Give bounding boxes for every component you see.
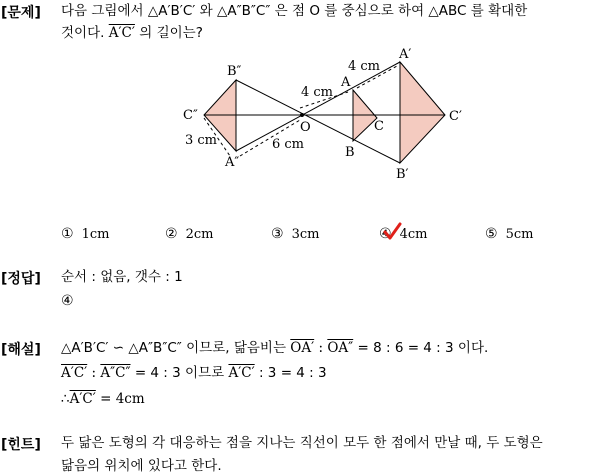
- answer-line-2: ④: [61, 293, 74, 309]
- explanation-line-3: [61, 390, 145, 408]
- option-4-number: ④: [379, 226, 392, 242]
- option-5-number: ⑤: [485, 226, 498, 242]
- label-a2: A″: [225, 155, 240, 170]
- segment-a2c2: A″C″: [100, 365, 131, 381]
- center-point: [300, 113, 304, 117]
- hint-tag: [힌트]: [1, 437, 41, 453]
- problem-line-1: 다음 그림에서 △A′B′C′ 와 △A″B″C″ 은 점 O 를 중심으로 하여 △ABC 를 확대한: [61, 3, 528, 19]
- hint-line-1: 두 닮은 도형의 각 대응하는 점을 지나는 직선이 모두 한 점에서 만날 때, 두 도형은: [61, 435, 543, 451]
- option-4-value: 4cm: [399, 227, 428, 242]
- problem-line-2-tail: 의 길이는?: [139, 25, 203, 41]
- explanation-line-2-text: = 4 : 3 이므로: [134, 365, 225, 381]
- label-b2: B″: [227, 64, 242, 79]
- answer-line-1: 순서 : 없음, 갯수 : 1: [61, 269, 183, 285]
- answer-tag: [정답]: [1, 271, 41, 287]
- label-c: C: [374, 119, 384, 134]
- option-3-value: 3cm: [291, 227, 320, 242]
- label-a1: A′: [399, 47, 412, 62]
- option-2-value: 2cm: [185, 227, 214, 242]
- length-6cm: 6 cm: [272, 137, 305, 152]
- option-1-number: ①: [61, 226, 74, 242]
- explanation-line-1-tail: = 8 : 6 = 4 : 3 이다.: [357, 340, 489, 356]
- option-2[interactable]: [165, 226, 213, 242]
- explanation-line-1: [61, 339, 488, 357]
- problem-line-2-text: 것이다.: [61, 25, 105, 41]
- segment-oa2: OA″: [327, 340, 354, 356]
- option-5-value: 5cm: [505, 227, 534, 242]
- explanation-tag: [해설]: [1, 342, 41, 358]
- option-1[interactable]: [61, 226, 109, 242]
- segment-a1c1: A′C′: [108, 25, 135, 41]
- length-3cm: 3 cm: [185, 133, 218, 148]
- big-triangle-fill: [400, 62, 445, 163]
- label-b: B: [345, 145, 355, 160]
- segment-a1c1-eq: A′C′: [228, 365, 255, 381]
- explanation-line-1-text: △A′B′C′ ∽ △A″B″C″ 이므로, 닮음비는: [61, 340, 286, 356]
- segment-oa1: OA′: [290, 340, 315, 356]
- problem-tag: [문제]: [1, 5, 41, 21]
- length-4cm-left: 4 cm: [301, 85, 334, 100]
- label-c1: C′: [449, 109, 462, 124]
- label-a: A: [341, 75, 351, 90]
- colon-2: :: [87, 365, 101, 381]
- label-b1: B′: [396, 167, 409, 182]
- label-o: O: [300, 120, 311, 135]
- option-3-number: ③: [271, 226, 284, 242]
- option-3[interactable]: [271, 226, 319, 242]
- segment-a1c1-ratio: A′C′: [61, 365, 88, 381]
- therefore-symbol: ∴: [61, 391, 70, 407]
- segment-a1c1-result: A′C′: [69, 391, 96, 407]
- option-2-number: ②: [165, 226, 178, 242]
- option-4[interactable]: [379, 226, 427, 242]
- colon-1: :: [314, 340, 328, 356]
- hint-line-2: 닮음의 위치에 있다고 한다.: [61, 458, 222, 474]
- checkmark-icon: [382, 222, 402, 242]
- option-1-value: 1cm: [81, 227, 110, 242]
- explanation-line-2: [61, 364, 327, 382]
- explanation-line-2-tail: : 3 = 4 : 3: [258, 365, 327, 381]
- label-c2: C″: [183, 108, 198, 123]
- explanation-result: = 4cm: [100, 391, 145, 407]
- length-4cm-top: 4 cm: [348, 59, 381, 74]
- option-5[interactable]: [485, 226, 533, 242]
